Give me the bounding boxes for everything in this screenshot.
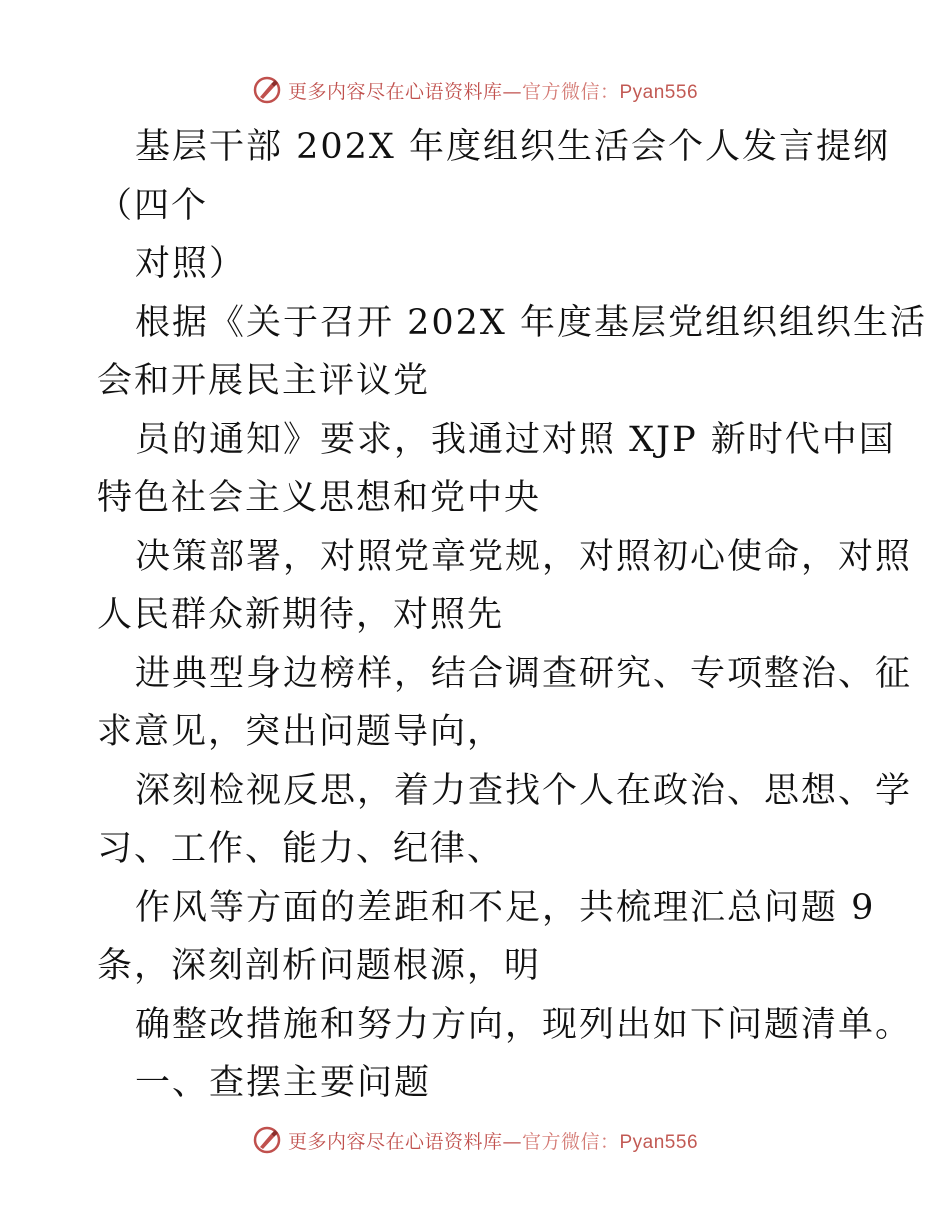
section-heading: 一、查摆主要问题 — [135, 1063, 432, 1103]
header-banner — [0, 70, 950, 110]
paragraph-line: 根据《关于召开 202X 年度基层党组织组织生活 — [135, 302, 927, 343]
banner-main-text: 更多内容尽在心语资料库 — [287, 80, 503, 103]
title-line-3: 对照） — [135, 244, 247, 284]
title-line-1: 基层干部 202X 年度组织生活会个人发言提纲 — [135, 127, 890, 167]
paragraph-line: 确整改措施和努力方向，现列出如下问题清单。 — [135, 1004, 913, 1045]
paragraph-line: 员的通知》要求，我通过对照 XJP 新时代中国 — [135, 419, 896, 460]
footer-banner — [0, 1120, 950, 1160]
paragraph-line: 进典型身边榜样，结合调查研究、专项整治、征 — [135, 653, 913, 694]
banner-wechat-label: 官方微信： — [521, 80, 620, 103]
paragraph-line: 作风等方面的差距和不足，共梳理汇总问题 9 — [135, 887, 876, 928]
banner-wechat-handle: Pyan556 — [619, 1131, 699, 1153]
paragraph-line: 深刻检视反思，着力查找个人在政治、思想、学 — [135, 770, 913, 811]
paragraph-line: 习、工作、能力、纪律、 — [97, 829, 505, 869]
banner-text — [288, 77, 698, 104]
pen-nib-circle-icon — [252, 1125, 282, 1155]
title-line-2: （四个 — [97, 185, 209, 226]
banner-wechat-label: 官方微信： — [521, 1130, 620, 1153]
banner-main-text: 更多内容尽在心语资料库 — [287, 1130, 503, 1153]
paragraph-line: 决策部署，对照党章党规，对照初心使命，对照 — [135, 536, 913, 577]
banner-separator: — — [502, 1130, 522, 1153]
paragraph-line: 特色社会主义思想和党中央 — [97, 478, 542, 518]
paragraph-line: 人民群众新期待，对照先 — [97, 595, 505, 635]
paragraph-line: 求意见，突出问题导向， — [97, 712, 505, 752]
paragraph-line: 条，深刻剖析问题根源，明 — [97, 946, 542, 986]
banner-text — [288, 1127, 698, 1154]
pen-nib-circle-icon — [252, 75, 282, 105]
document-body — [97, 118, 927, 1113]
paragraph-line: 会和开展民主评议党 — [97, 361, 431, 401]
banner-separator: — — [502, 80, 522, 103]
banner-wechat-handle: Pyan556 — [619, 81, 699, 103]
